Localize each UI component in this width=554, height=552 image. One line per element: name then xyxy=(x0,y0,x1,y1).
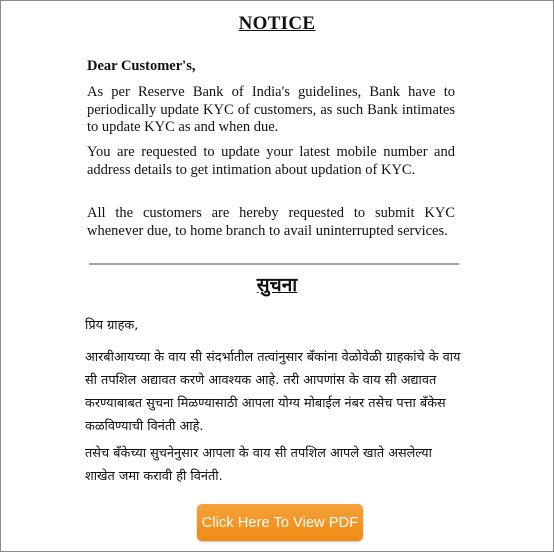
english-paragraph-2: You are requested to update your latest mobile number and address details to get intimation about updation of KYC. xyxy=(87,144,455,178)
section-divider xyxy=(89,263,459,265)
marathi-greeting: प्रिय ग्राहक, xyxy=(85,318,139,333)
marathi-title: सुचना xyxy=(256,274,298,296)
marathi-paragraph-2: तसेच बँकेच्या सुचनेनुसार आपला के वाय सी तपशिल आपले खाते असलेल्या शाखेत जमा करावी ही विनंती. xyxy=(85,446,432,484)
marathi-paragraph-1: आरबीआयच्या के वाय सी संदर्भातील तत्वांनुसार बँकांना वेळोवेळी ग्राहकांचे के वाय सी तपशिल अद्यावत करणे आवश्यक आहे. तरी आपणांस के वाय सी अद्यावत करण्याबाबत सुचना मिळण्यासाठी आपला योग्य मोबाईल नंबर तसेच पत्ता बँकेस कळविण्याची विनंती आहे. xyxy=(85,350,461,434)
english-greeting: Dear Customer's, xyxy=(87,58,196,74)
notice-title: NOTICE xyxy=(238,13,316,34)
english-paragraph-1: As per Reserve Bank of India's guidelines, Bank have to periodically update KYC of customers, as such Bank intimates to update KYC as and when due. xyxy=(87,84,455,135)
view-pdf-button[interactable]: Click Here To View PDF xyxy=(197,504,363,541)
english-paragraph-3: All the customers are hereby requested to submit KYC whenever due, to home branch to avail uninterrupted services. xyxy=(87,205,455,239)
